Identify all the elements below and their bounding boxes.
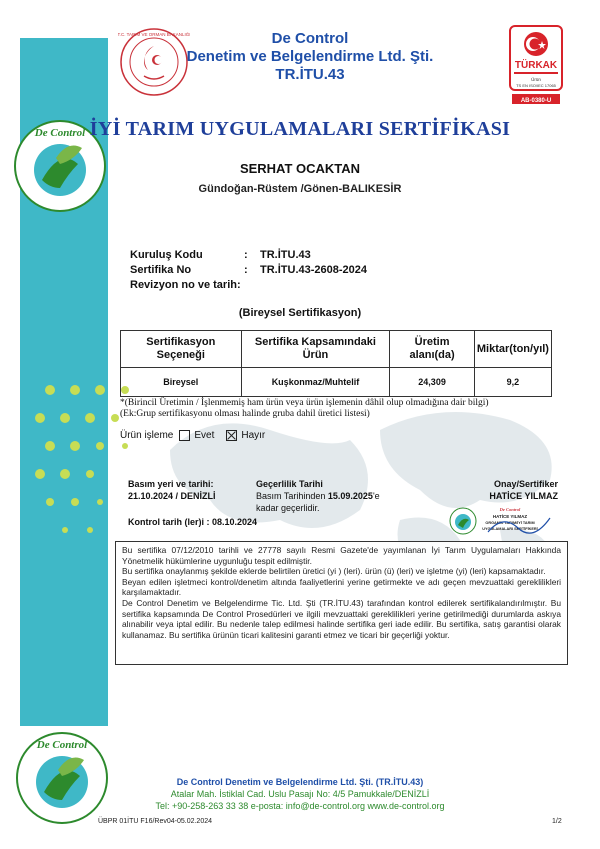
org-code-label: Kuruluş Kodu bbox=[130, 249, 203, 261]
note-line1: *(Birincil Üretimin / İşlenmemiş ham ürün veya ürün işlemenin dâhil olup olmadığına dair bilgi) bbox=[120, 398, 489, 408]
table-notes bbox=[120, 398, 570, 420]
detail-org-code bbox=[0, 249, 600, 263]
approval-name: HATİCE YILMAZ bbox=[489, 491, 558, 501]
turkak-badge bbox=[508, 24, 564, 110]
control-label: Kontrol tarih (ler)i : bbox=[128, 517, 210, 527]
issue-label: Basım yeri ve tarihi: bbox=[128, 479, 214, 489]
footer bbox=[0, 776, 600, 812]
approval-label: Onay/Sertifiker bbox=[493, 479, 558, 489]
validity-block bbox=[256, 478, 416, 514]
stamp-line4: UYGULAMALARI SERTİFİKERİ bbox=[482, 527, 538, 531]
turkak-accreditation-no: AB-0380-U bbox=[520, 98, 552, 104]
turkak-line2: TS EN ISO/IEC 17065 bbox=[516, 83, 556, 88]
table-header: Üretim alanı(da) bbox=[390, 331, 475, 368]
company-name-line2: Denetim ve Belgelendirme Ltd. Şti. bbox=[186, 48, 434, 65]
certificate-table bbox=[120, 330, 552, 397]
turkak-brand: TÜRKAK bbox=[514, 60, 558, 71]
company-name-line1: De Control bbox=[271, 30, 349, 47]
info-paragraph-1: Bu sertifika 07/12/2010 tarihli ve 27778 sayılı Resmi Gazete'de yayımlanan İyi Tarım Uygulamaları Hakkında Yönetmelik hükümlerine uygunluğu tespit edilmiştir. bbox=[122, 545, 561, 566]
company-header bbox=[180, 30, 440, 84]
table-row bbox=[121, 368, 552, 397]
detail-cert-no bbox=[0, 264, 600, 278]
certificate-title: İYİ TARIM UYGULAMALARI SERTİFİKASI bbox=[89, 118, 511, 140]
note-line2: (Ek:Grup sertifikasyonu olması halinde gruba dahil üretici listesi) bbox=[120, 409, 370, 419]
cert-no-value: TR.İTU.43-2608-2024 bbox=[260, 264, 367, 276]
separator: : bbox=[244, 249, 248, 261]
checkbox-yes[interactable] bbox=[179, 430, 190, 441]
table-header: Sertifika Kapsamındaki Ürün bbox=[241, 331, 390, 368]
stamp-line3: ORGANİK TARIM/İYİ TARIM bbox=[485, 521, 535, 525]
validity-date: 15.09.2025 bbox=[327, 491, 373, 501]
turkak-line1: Ürün bbox=[531, 77, 541, 82]
table-header: Sertifikasyon Seçeneği bbox=[121, 331, 242, 368]
cert-no-label: Sertifika No bbox=[130, 264, 192, 276]
certification-type: (Bireysel Sertifikasyon) bbox=[238, 307, 362, 319]
seal-text: T.C. TARIM VE ORMAN BAKANLIĞI bbox=[118, 32, 190, 37]
footer-contact: Tel: +90-258-263 33 38 e-posta: info@de-control.org www.de-control.org bbox=[155, 801, 445, 811]
approval-block bbox=[440, 478, 558, 502]
page-number: 1/2 bbox=[552, 818, 562, 825]
form-code: ÜBPR 01İTU F16/Rev04-05.02.2024 bbox=[98, 818, 213, 825]
detail-revision bbox=[0, 279, 600, 293]
footer-company: De Control Denetim ve Belgelendirme Ltd. Şti. (TR.İTU.43) bbox=[176, 777, 424, 787]
validity-text-before: Basım Tarihinden bbox=[256, 491, 326, 501]
issue-value: 21.10.2024 / DENİZLİ bbox=[128, 491, 216, 501]
info-paragraph-4: De Control Denetim ve Belgelendirme Tic. Ltd. Şti (TR.İTU.43) tarafından kontrol edilerek sertifikalandırılmıştır. Bu sertifika kapsamında De Control Prosedürleri ve ilgili mevzuattaki gereklilikleri yerine getirilmediği durumlarda askıya alınabilir veya iptal edilir. Bu nedenle talep edilmesi halinde sertifika geri iade edilir. Bu sertifika, satış garantisi olarak kullanamaz. Bu sertifika ürünün ticari kalitesini garanti etmez ve ticari bir geçerliği yoktur. bbox=[122, 597, 561, 640]
holder-address: Gündoğan-Rüstem /Gönen-BALIKESİR bbox=[198, 183, 402, 195]
table-cell: 24,309 bbox=[390, 368, 475, 397]
revision-label: Revizyon no ve tarih: bbox=[130, 279, 241, 291]
validity-label: Geçerlilik Tarihi bbox=[256, 479, 323, 489]
org-code-value: TR.İTU.43 bbox=[260, 249, 311, 261]
logo-text-bottom: De Control bbox=[36, 739, 88, 751]
stamp-line2: HATİCE YILMAZ bbox=[492, 514, 528, 519]
control-value: 08.10.2024 bbox=[212, 517, 258, 527]
processing-options bbox=[120, 430, 265, 441]
footer-address: Atalar Mah. İstiklal Cad. Uslu Pasajı No: 4/5 Pamukkale/DENİZLİ bbox=[170, 789, 430, 799]
holder-name: SERHAT OCAKTAN bbox=[239, 161, 361, 176]
table-header-row bbox=[121, 331, 552, 368]
validity-line1 bbox=[256, 490, 416, 502]
validity-text-after: 'e bbox=[372, 491, 380, 501]
validity-line2: kadar geçerlidir. bbox=[256, 503, 320, 513]
company-code: TR.İTU.43 bbox=[275, 66, 345, 83]
logo-text-top: De Control bbox=[34, 127, 86, 139]
info-paragraph-2: Bu sertifika onaylanmış şekilde eklerde belirtilen üretici (yi ) (leri). ürün (ü) (leri) ve işletme (yi) (leri) kapsamaktadır. bbox=[122, 566, 546, 577]
approval-stamp bbox=[448, 504, 560, 538]
processing-label: Ürün işleme bbox=[120, 430, 174, 441]
info-box bbox=[115, 541, 568, 665]
info-paragraph-3: Beyan edilen işletmeci kontrol/denetim altında faaliyetlerini yerine getirmekte ve adı geçen mevzuattaki gereklilikleri karşılamaktadır. bbox=[122, 576, 561, 598]
control-dates bbox=[128, 517, 257, 527]
checkbox-no[interactable] bbox=[226, 430, 237, 441]
issue-block bbox=[128, 478, 258, 502]
table-header: Miktar(ton/yıl) bbox=[474, 331, 551, 368]
table-cell: Kuşkonmaz/Muhtelif bbox=[241, 368, 390, 397]
table-cell: Bireysel bbox=[121, 368, 242, 397]
separator: : bbox=[244, 264, 248, 276]
checkbox-yes-label: Evet bbox=[194, 430, 215, 441]
stamp-line1: De Control bbox=[499, 507, 521, 512]
checkbox-no-label: Hayır bbox=[241, 430, 266, 441]
table-cell: 9,2 bbox=[474, 368, 551, 397]
